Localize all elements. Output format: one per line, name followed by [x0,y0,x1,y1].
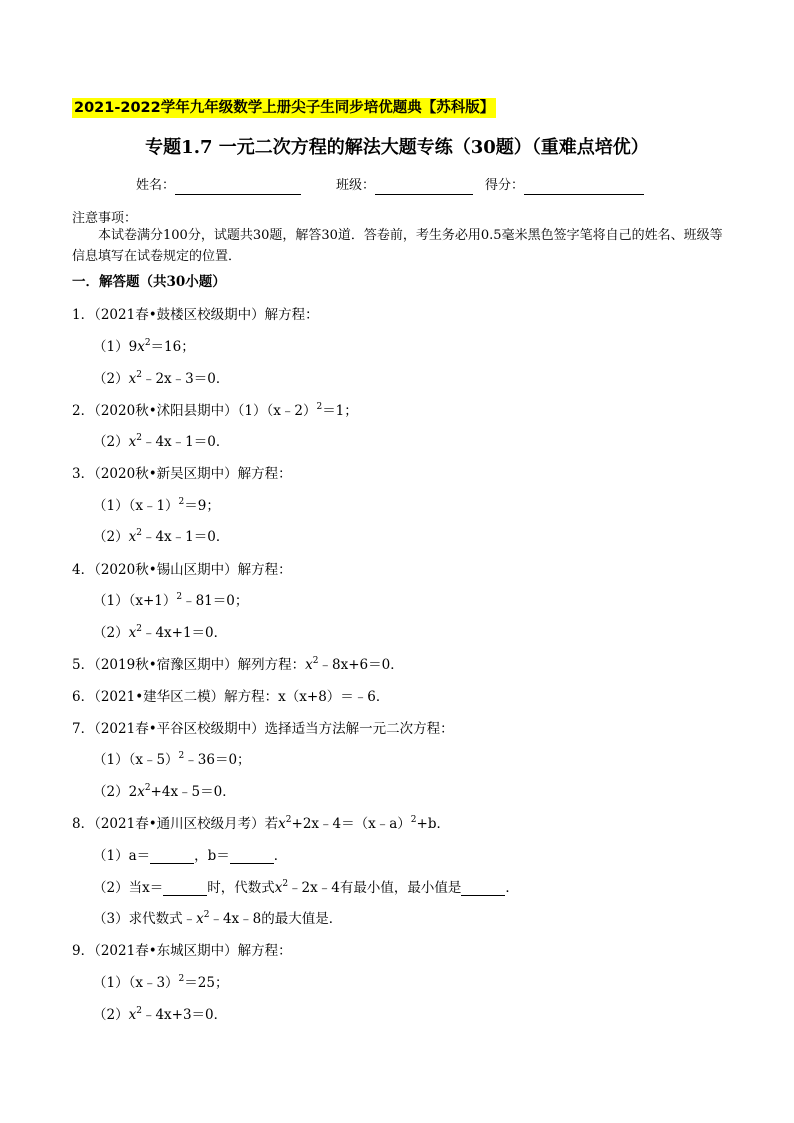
notes-body: 本试卷满分100分，试题共30题，解答30道．答卷前，考生务必用0.5毫米黑色签字笔将自己的姓名、班级等信息填写在试卷规定的位置． [72,228,723,264]
question-5: 5．（2019秋•宿豫区期中）解列方程：$x^2﹣8x+6=0$． [72,656,404,673]
class-blank[interactable] [375,180,473,195]
question-8-part-3: （3）求代数式$﹣x^2﹣4x﹣8$的最大值是． [93,910,343,927]
class-field[interactable] [336,177,473,195]
question-9: 9．（2021春•东城区期中）解方程： [72,943,292,959]
question-4-part-1: $(1)(x+1)^2﹣81=0$； [93,592,249,609]
question-3: 3．（2020秋•新吴区期中）解方程： [72,466,292,482]
answer-blank-b[interactable] [230,851,274,864]
question-2-part-2: $(2)x^2﹣4x﹣1=0$． [93,433,230,450]
series-title: 2021-2022学年九年级数学上册尖子生同步培优题典【苏科版】 [74,100,495,116]
question-8-part-2: （2）当x＝ 时，代数式$x^2﹣2x﹣4$有最小值，最小值是 ． [93,879,519,896]
name-blank[interactable] [175,180,301,195]
section-heading: 一．解答题（共30小题） [72,274,226,290]
question-1-part-1: $(1)9x^2=16$； [93,338,195,355]
answer-blank-min[interactable] [461,883,505,896]
question-2: 2．（2020秋•沭阳县期中）（1）（x﹣2）$^2$＝1； [72,402,358,419]
name-field[interactable] [136,177,301,195]
question-4: 4．（2020秋•锡山区期中）解方程： [72,562,292,578]
question-7: 7．（2021春•平谷区校级期中）选择适当方法解一元二次方程： [72,721,454,737]
page-title: 专题1.7 一元二次方程的解法大题专练（30题）（重难点培优） [145,137,649,158]
question-1: 1．（2021春•鼓楼区校级期中）解方程： [72,307,319,323]
question-8: 8．（2021春•通川区校级月考）若$x^2+2x﹣4=(x﹣a)^2+b$． [72,815,450,832]
question-7-part-1: （1）（x﹣5）$^2$﹣36＝0； [93,751,251,768]
question-4-part-2: $(2)x^2﹣4x+1=0$． [93,624,228,641]
answer-blank-a[interactable] [150,851,194,864]
question-8-part-1: （1）a＝ ，b＝ ． [93,848,288,864]
question-9-part-1: （1）（x﹣3）$^2$＝25； [93,974,229,991]
score-field[interactable] [485,177,644,195]
class-label: 班级： [336,178,376,193]
answer-blank-x[interactable] [163,883,207,896]
question-3-part-1: （1）（x﹣1）$^2$＝9； [93,497,220,514]
notes-heading: 注意事项： [72,211,138,226]
question-1-part-2: $(2)x^2﹣2x﹣3=0$． [93,370,230,387]
name-label: 姓名： [136,178,176,193]
score-label: 得分： [485,178,525,193]
score-blank[interactable] [524,180,644,195]
question-6: 6．（2021•建华区二模）解方程：x（x+8）＝﹣6． [72,689,390,705]
question-9-part-2: $(2)x^2﹣4x+3=0$． [93,1006,228,1023]
question-3-part-2: $(2)x^2﹣4x﹣1=0$． [93,528,230,545]
question-7-part-2: $(2)2x^2+4x﹣5=0$． [93,783,236,800]
